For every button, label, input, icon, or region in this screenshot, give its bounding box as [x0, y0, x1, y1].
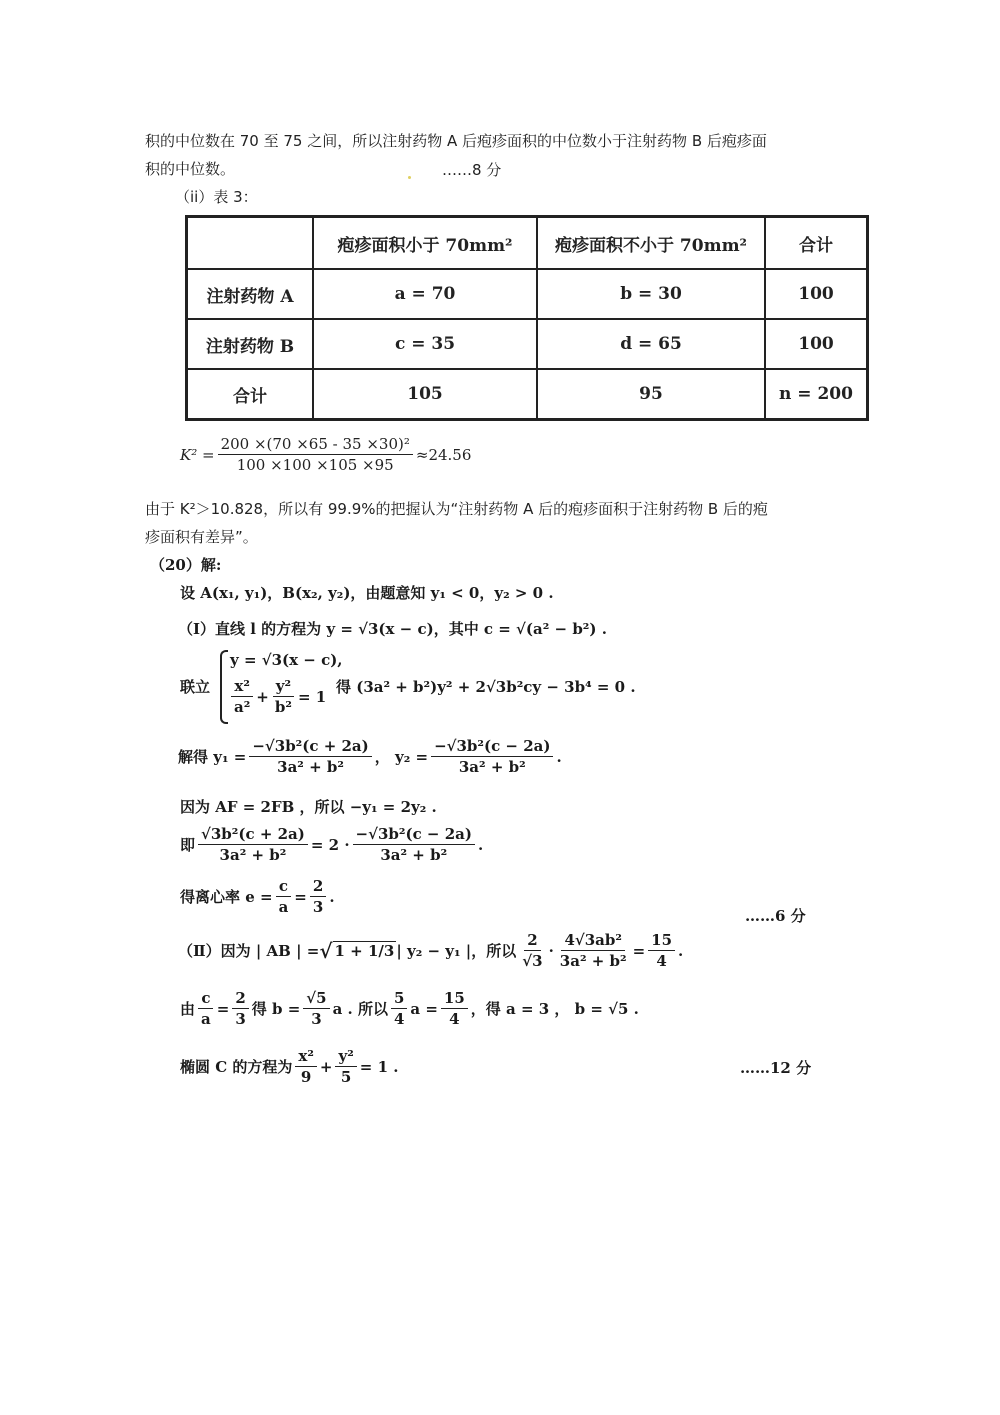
by-end: ，得 a = 3 ， b = √5 . — [470, 1000, 639, 1018]
by-line — [180, 988, 639, 1029]
table-header-cell — [187, 217, 314, 270]
q20-part1-line: （Ⅰ）直线 l 的方程为 y = √3(x − c)，其中 c = √(a² − b²) . — [178, 620, 607, 638]
ie-den1: 3a² + b² — [219, 846, 287, 864]
table-cell: 100 — [765, 319, 868, 369]
k2-numerator: 200 ×(70 ×65 - 35 ×30)² — [218, 434, 413, 455]
ell-plus: + — [319, 1057, 333, 1076]
solve-label: 解得 — [178, 748, 209, 766]
k2-denominator: 100 ×100 ×105 ×95 — [236, 456, 394, 474]
ie-end: . — [477, 835, 484, 854]
by-num3: √5 — [303, 988, 329, 1009]
sys-eq2-rhs: = 1 — [297, 687, 327, 706]
ecc-den1: a — [278, 898, 289, 916]
table-cell: n = 200 — [765, 369, 868, 420]
ie-line — [180, 824, 483, 865]
ecc-label: 得离心率 e = — [180, 888, 273, 906]
stray-mark — [408, 176, 411, 179]
system-eq-2 — [228, 676, 326, 717]
intro-line-2: 积的中位数。 — [145, 160, 236, 178]
intro-line-1: 积的中位数在 70 至 75 之间，所以注射药物 A 后疱疹面积的中位数小于注射药物 B 后疱疹面 — [145, 132, 767, 150]
by-get: 得 b = — [251, 1000, 301, 1018]
p2-abs: | y₂ − y₁ |，所以 — [396, 942, 517, 960]
ie-num1: √3b²(c + 2a) — [198, 824, 308, 845]
table-cell: 注射药物 B — [187, 319, 314, 369]
p2-eq: = — [632, 941, 646, 960]
sys-eq2-den2: b² — [274, 698, 292, 716]
table-label: （ii）表 3： — [175, 188, 258, 206]
ell-num1: x² — [295, 1046, 317, 1067]
ell-end: = 1 . — [359, 1057, 399, 1076]
p2-dot: · — [548, 941, 554, 960]
sys-eq2-num1: x² — [231, 676, 253, 697]
y1-lhs: y₁ = — [213, 747, 247, 766]
by-num4: 5 — [391, 988, 407, 1009]
p2-den2: 3a² + b² — [559, 952, 627, 970]
part2-line — [178, 930, 683, 971]
ell-num2: y² — [335, 1046, 356, 1067]
y2-num: −√3b²(c − 2a) — [431, 736, 553, 757]
p2-end: . — [678, 941, 684, 960]
because-line: 因为 AF = 2FB ，所以 −y₁ = 2y₂ . — [180, 798, 437, 816]
sys-eq2-den1: a² — [234, 698, 251, 716]
system-brace — [220, 650, 228, 724]
by-den4: 4 — [393, 1010, 405, 1028]
sys-eq2-plus: + — [256, 687, 269, 706]
sys-eq2-num2: y² — [273, 676, 294, 697]
y2-lhs: ， y₂ = — [374, 748, 429, 766]
by-num5: 15 — [441, 988, 468, 1009]
ie-den2: 3a² + b² — [380, 846, 448, 864]
table-cell: 100 — [765, 269, 868, 319]
y1-num: −√3b²(c + 2a) — [249, 736, 371, 757]
p2-sqrt: 1 + 1/3 — [334, 942, 395, 960]
ecc-eq: = — [294, 887, 307, 906]
by-a: a . 所以 — [332, 1000, 388, 1018]
ie-label: 即 — [180, 836, 196, 854]
conclusion-line-1: 由于 K²＞10.828，所以有 99.9%的把握认为“注射药物 A 后的疱疹面积于注射药物 B 后的疱 — [145, 500, 768, 518]
table-cell: c = 35 — [313, 319, 537, 369]
by-den5: 4 — [449, 1010, 460, 1028]
by-num2: 2 — [232, 988, 248, 1009]
by-label: 由 — [180, 1000, 196, 1018]
table-cell: 95 — [537, 369, 765, 420]
solve-line — [178, 736, 562, 777]
score-8: ……8 分 — [442, 161, 502, 179]
sqrt-sign-icon: √ — [319, 938, 333, 963]
ecc-num1: c — [276, 876, 291, 897]
by-den2: 3 — [235, 1010, 246, 1028]
k2-result: ≈24.56 — [415, 445, 472, 464]
ell-label: 椭圆 C 的方程为 — [180, 1058, 293, 1076]
system-label: 联立 — [180, 678, 211, 696]
p2-num1: 2 — [524, 930, 540, 951]
table-cell: 合计 — [187, 369, 314, 420]
score-12: ……12 分 — [740, 1059, 812, 1077]
y2-den: 3a² + b² — [458, 758, 526, 776]
table-header-cell: 疱疹面积不小于 70mm² — [537, 217, 765, 270]
table-cell: d = 65 — [537, 319, 765, 369]
table-header-row — [187, 217, 868, 270]
y1-den: 3a² + b² — [277, 758, 344, 776]
by-den1: a — [201, 1010, 211, 1028]
table-row — [187, 269, 868, 319]
p2-num2: 4√3ab² — [561, 930, 625, 951]
y2-end: . — [556, 747, 562, 766]
table-3 — [185, 215, 869, 421]
table-cell: a = 70 — [313, 269, 537, 319]
k2-lhs: K² = — [180, 445, 215, 464]
k2-fraction — [218, 434, 413, 475]
q20-title: （20）解: — [150, 556, 222, 574]
table-cell: 注射药物 A — [187, 269, 314, 319]
ell-den1: 9 — [300, 1068, 312, 1086]
p2-num3: 15 — [648, 930, 675, 951]
ellipse-line — [180, 1046, 398, 1087]
system-result: 得 (3a² + b²)y² + 2√3b²cy − 3b⁴ = 0 . — [336, 678, 636, 696]
p2-den3: 4 — [656, 952, 667, 970]
table-row — [187, 319, 868, 369]
p2-den1: √3 — [522, 952, 543, 970]
by-num1: c — [198, 988, 213, 1009]
table-cell: b = 30 — [537, 269, 765, 319]
ell-den2: 5 — [340, 1068, 352, 1086]
q20-setup: 设 A(x₁, y₁)，B(x₂, y₂)，由题意知 y₁ < 0，y₂ > 0 . — [180, 584, 554, 602]
conclusion-line-2: 疹面积有差异”。 — [145, 528, 258, 546]
score-6: ……6 分 — [745, 907, 806, 925]
table-header-cell: 疱疹面积小于 70mm² — [313, 217, 537, 270]
table-header-cell: 合计 — [765, 217, 868, 270]
system-eq-1: y = √3(x − c), — [230, 651, 343, 669]
by-eq: = — [216, 999, 230, 1018]
ie-mid: = 2 · — [310, 835, 350, 854]
table-row — [187, 369, 868, 420]
ecc-den2: 3 — [312, 898, 324, 916]
p2-label: （Ⅱ）因为 | AB | = — [178, 942, 320, 960]
ecc-num2: 2 — [310, 876, 326, 897]
by-a2: a = — [410, 999, 438, 1018]
k2-formula — [180, 434, 471, 475]
ie-num2: −√3b²(c − 2a) — [353, 824, 475, 845]
table-cell: 105 — [313, 369, 537, 420]
by-den3: 3 — [311, 1010, 322, 1028]
eccentricity-line — [180, 876, 335, 917]
ecc-end: . — [329, 887, 335, 906]
